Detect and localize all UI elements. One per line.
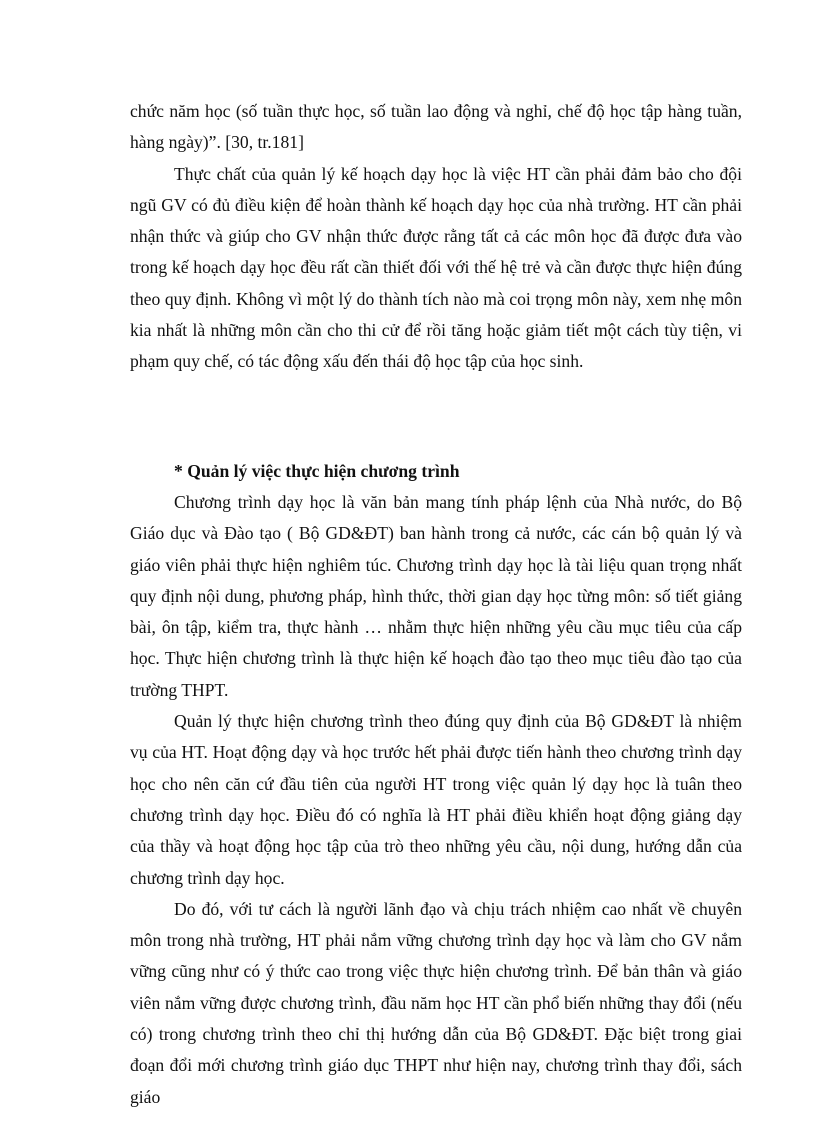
- section-spacer: [130, 378, 742, 456]
- paragraph-curriculum-management: Quản lý thực hiện chương trình theo đúng quy định của Bộ GD&ĐT là nhiệm vụ của HT. Hoạt động dạy và học trước hết phải được tiến hành theo chương trình dạy học cho nên căn cứ đầu tiên của người HT trong việc quản lý dạy học là tuân theo chương trình dạy học. Điều đó có nghĩa là HT phải điều khiển hoạt động giảng dạy của thầy và hoạt động học tập của trò theo những yêu cầu, nội dung, hướng dẫn của chương trình dạy học.: [130, 711, 742, 888]
- page-body: [130, 96, 742, 1113]
- paragraph-continuation: chức năm học (số tuần thực học, số tuần lao động và nghỉ, chế độ học tập hàng tuần, hàng ngày)”. [30, tr.181]: [130, 101, 742, 153]
- paragraph-principal-responsibility: Do đó, với tư cách là người lãnh đạo và chịu trách nhiệm cao nhất về chuyên môn trong nhà trường, HT phải nắm vững chương trình dạy học và làm cho GV nắm vững cũng như có ý thức cao trong việc thực hiện chương trình. Để bản thân và giáo viên nắm vững được chương trình, đầu năm học HT cần phổ biến những thay đổi (nếu có) trong chương trình theo chỉ thị hướng dẫn của Bộ GD&ĐT. Đặc biệt trong giai đoạn đổi mới chương trình giáo dục THPT như hiện nay, chương trình thay đổi, sách giáo: [130, 898, 742, 1107]
- section-heading: * Quản lý việc thực hiện chương trình: [174, 460, 460, 481]
- paragraph-curriculum-definition: Chương trình dạy học là văn bản mang tính pháp lệnh của Nhà nước, do Bộ Giáo dục và Đào tạo ( Bộ GD&ĐT) ban hành trong cả nước, các cán bộ quản lý và giáo viên phải thực hiện nghiêm túc. Chương trình dạy học là tài liệu quan trọng nhất quy định nội dung, phương pháp, hình thức, thời gian dạy học từng môn: số tiết giảng bài, ôn tập, kiểm tra, thực hành … nhằm thực hiện những yêu cầu mục tiêu của cấp học. Thực hiện chương trình là thực hiện kế hoạch đào tạo theo mục tiêu đào tạo của trường THPT.: [130, 491, 742, 700]
- paragraph-lesson-plan-management: Thực chất của quản lý kế hoạch dạy học là việc HT cần phải đảm bảo cho đội ngũ GV có đủ điều kiện để hoàn thành kế hoạch dạy học của nhà trường. HT cần phải nhận thức và giúp cho GV nhận thức được rằng tất cả các môn học đã được đưa vào trong kế hoạch dạy học đều rất cần thiết đối với thế hệ trẻ và cần được thực hiện đúng theo quy định. Không vì một lý do thành tích nào mà coi trọng môn này, xem nhẹ môn kia nhất là những môn cần cho thi cử để rồi tăng hoặc giảm tiết một cách tùy tiện, vi phạm quy chế, có tác động xấu đến thái độ học tập của học sinh.: [130, 163, 742, 372]
